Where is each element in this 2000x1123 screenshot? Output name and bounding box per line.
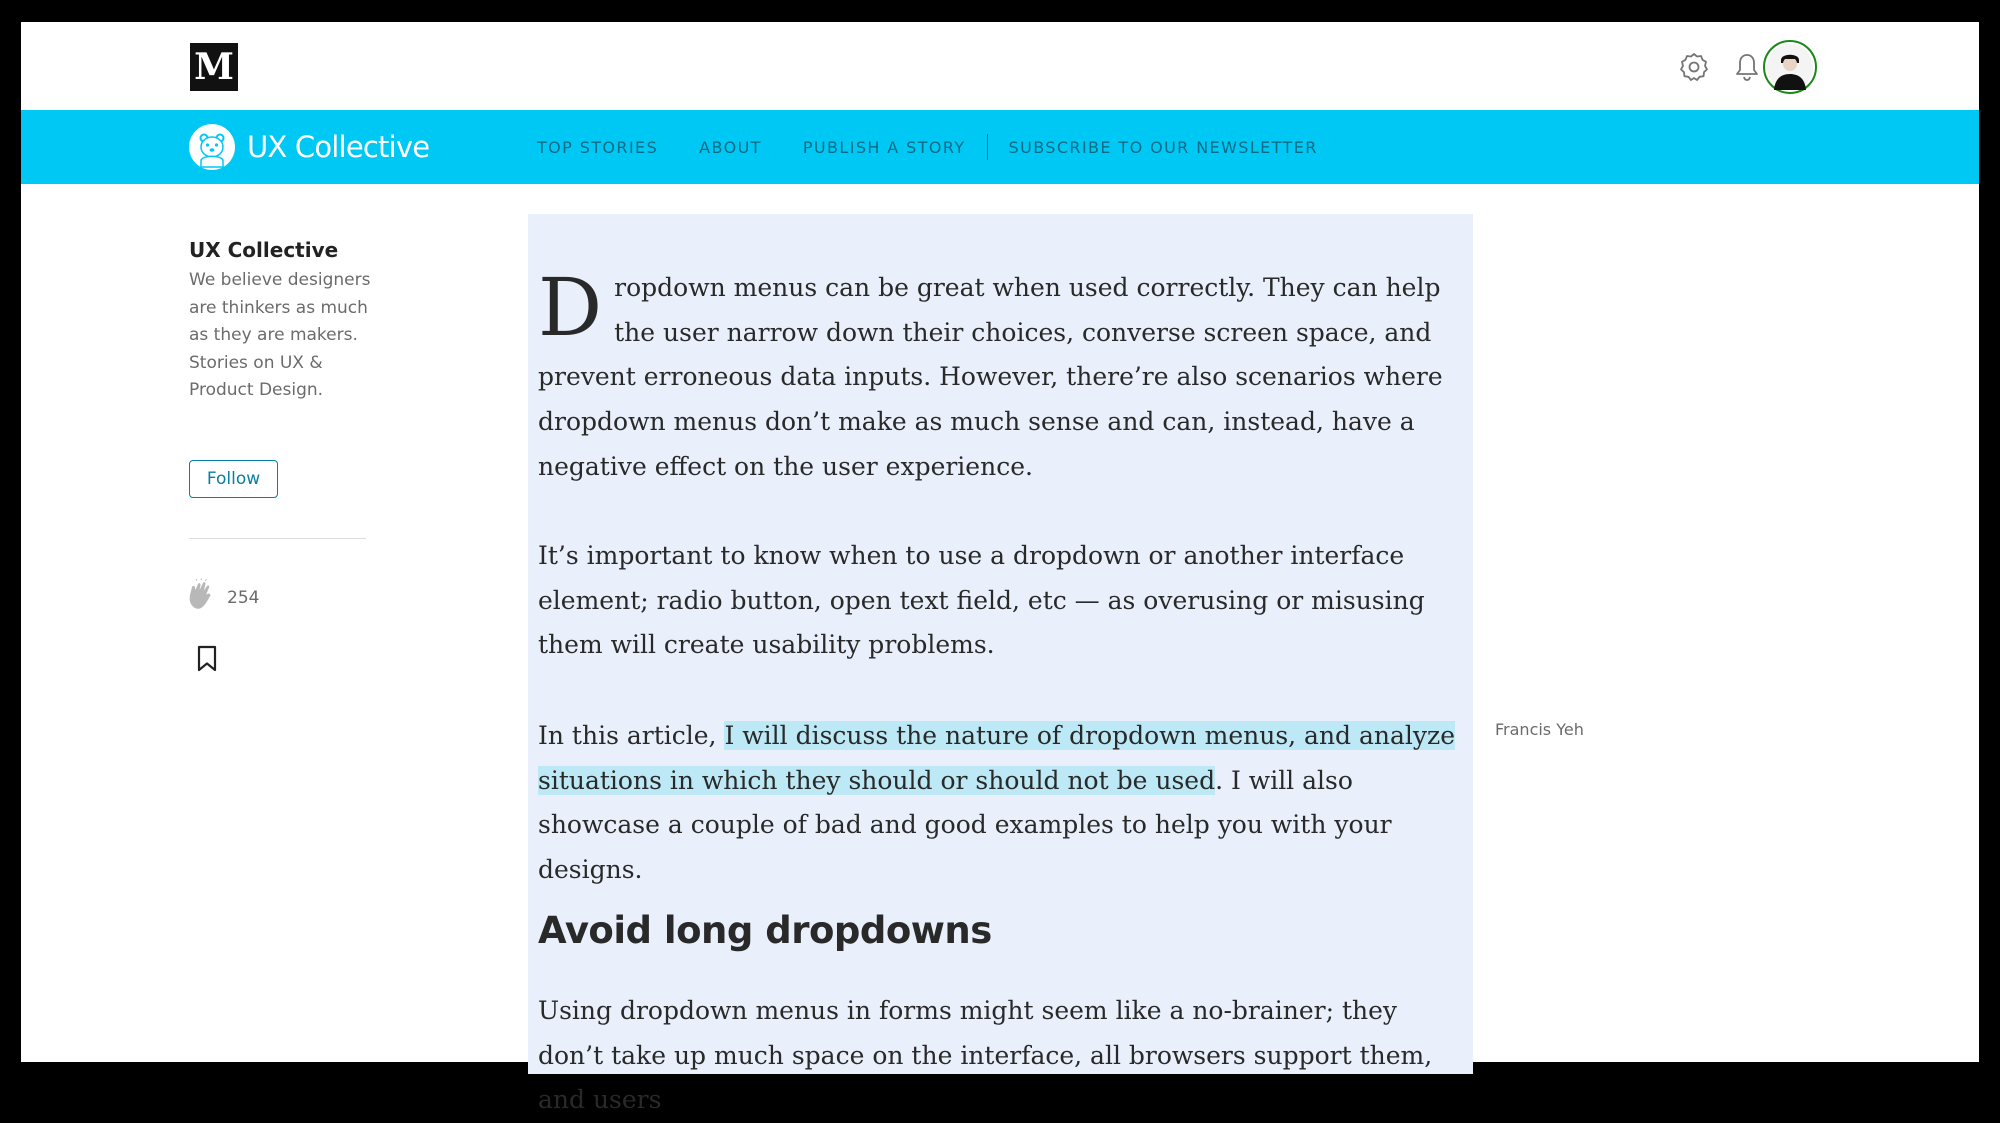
highlight-author-note[interactable]: Francis Yeh bbox=[1495, 720, 1584, 739]
nav-publish-a-story[interactable]: PUBLISH A STORY bbox=[802, 137, 966, 157]
clap-count: 254 bbox=[227, 588, 260, 608]
nav-divider bbox=[987, 134, 988, 160]
article-body bbox=[528, 214, 1473, 1115]
nav-about[interactable]: ABOUT bbox=[699, 137, 762, 157]
publication-name[interactable]: UX Collective bbox=[247, 130, 430, 164]
drop-cap: D bbox=[538, 261, 603, 354]
nav-subscribe-newsletter[interactable]: SUBSCRIBE TO OUR NEWSLETTER bbox=[1008, 137, 1318, 157]
bookmark-icon[interactable] bbox=[195, 644, 219, 674]
article-paragraph-3 bbox=[538, 714, 1468, 893]
highlighted-text[interactable]: I will discuss the nature of dropdown menus, and analyze situations in which they should or should not be used bbox=[538, 721, 1456, 795]
sidebar-divider bbox=[189, 538, 366, 539]
article-paragraph-4: Using dropdown menus in forms might seem like a no-brainer; they don’t take up much space on the interface, all browsers support them, and users bbox=[538, 996, 1433, 1115]
sidebar-description: We believe designers are thinkers as much as they are makers. Stories on UX & Product Design. bbox=[189, 270, 371, 400]
browser-window bbox=[21, 22, 1979, 1115]
user-avatar[interactable] bbox=[1763, 40, 1817, 94]
notification-bell-icon[interactable] bbox=[1730, 50, 1764, 84]
section-heading: Avoid long dropdowns bbox=[538, 909, 992, 952]
medium-logo[interactable]: M bbox=[190, 43, 238, 91]
paragraph-3-text-after: . I will also showcase a couple of bad and good examples to help you with your designs. bbox=[538, 765, 1392, 885]
settings-gear-icon[interactable] bbox=[1677, 50, 1711, 84]
publication-bar bbox=[21, 110, 1979, 184]
sidebar-publication-title[interactable]: UX Collective bbox=[189, 238, 339, 262]
publication-nav bbox=[537, 110, 1318, 184]
article-paragraph-1 bbox=[538, 261, 1468, 490]
paragraph-1-text: ropdown menus can be great when used correctly. They can help the user narrow down their choices, converse screen space, and prevent erroneous data inputs. However, there’re also scenarios where dropdown menus don’t make as much sense and can, instead, have a negative effect on the user experience. bbox=[538, 273, 1443, 481]
clap-icon[interactable] bbox=[186, 578, 220, 612]
top-header bbox=[21, 22, 1979, 110]
follow-button[interactable]: Follow bbox=[189, 460, 278, 498]
nav-top-stories[interactable]: TOP STORIES bbox=[537, 137, 659, 157]
paragraph-3-text-before: In this article, bbox=[538, 721, 725, 750]
polar-bear-logo-icon[interactable] bbox=[189, 124, 235, 170]
article-paragraph-2: It’s important to know when to use a dropdown or another interface element; radio button, open text field, etc — as overusing or misusing them will create usability problems. bbox=[538, 541, 1425, 660]
